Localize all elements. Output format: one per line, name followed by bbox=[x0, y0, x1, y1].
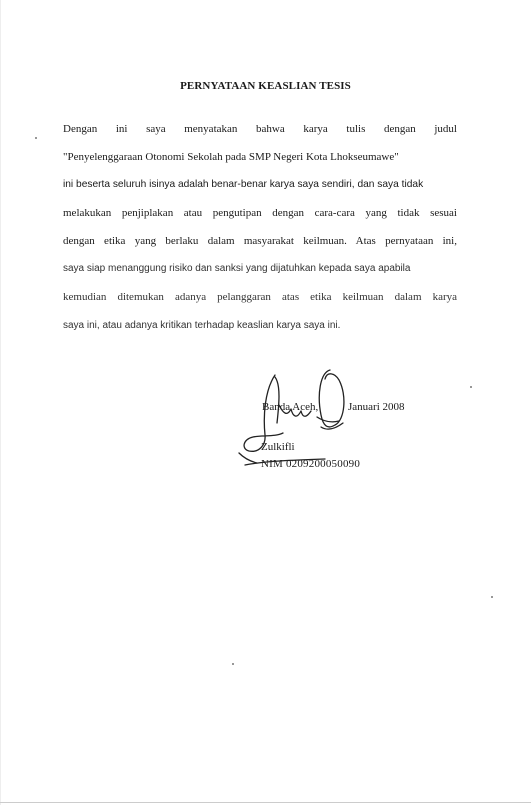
signer-name: Zulkifli bbox=[261, 441, 295, 453]
body-line-8: saya ini, atau adanya kritikan terhadap keaslian karya saya ini. bbox=[63, 320, 341, 331]
body-line-3: ini beserta seluruh isinya adalah benar-benar karya saya sendiri, dan saya tidak bbox=[63, 179, 424, 190]
scan-speck bbox=[35, 137, 37, 139]
scan-bottom-edge bbox=[0, 802, 531, 803]
body-line-2: "Penyelenggaraan Otonomi Sekolah pada SMP Negeri Kota Lhokseumawe" bbox=[63, 151, 399, 163]
scan-speck bbox=[491, 596, 493, 598]
document-title: PERNYATAAN KEASLIAN TESIS bbox=[180, 80, 351, 92]
body-line-1: Dengan ini saya menyatakan bahwa karya tulis dengan judul bbox=[63, 123, 457, 135]
body-line-6: saya siap menanggung risiko dan sanksi yang dijatuhkan kepada saya apabila bbox=[63, 263, 411, 274]
scan-speck bbox=[470, 386, 472, 388]
signer-nim: NIM 0209200050090 bbox=[261, 458, 361, 470]
body-line-4: melakukan penjiplakan atau pengutipan dengan cara-cara yang tidak sesuai bbox=[63, 207, 457, 219]
signature-date: Januari 2008 bbox=[348, 401, 405, 413]
handwritten-signature bbox=[235, 365, 375, 480]
signature-place: Banda Aceh, bbox=[262, 401, 319, 413]
body-line-7: kemudian ditemukan adanya pelanggaran atas etika keilmuan dalam karya bbox=[63, 291, 457, 303]
body-line-5: dengan etika yang berlaku dalam masyarakat keilmuan. Atas pernyataan ini, bbox=[63, 235, 457, 247]
scan-speck bbox=[232, 663, 234, 665]
scan-edge bbox=[0, 0, 1, 805]
